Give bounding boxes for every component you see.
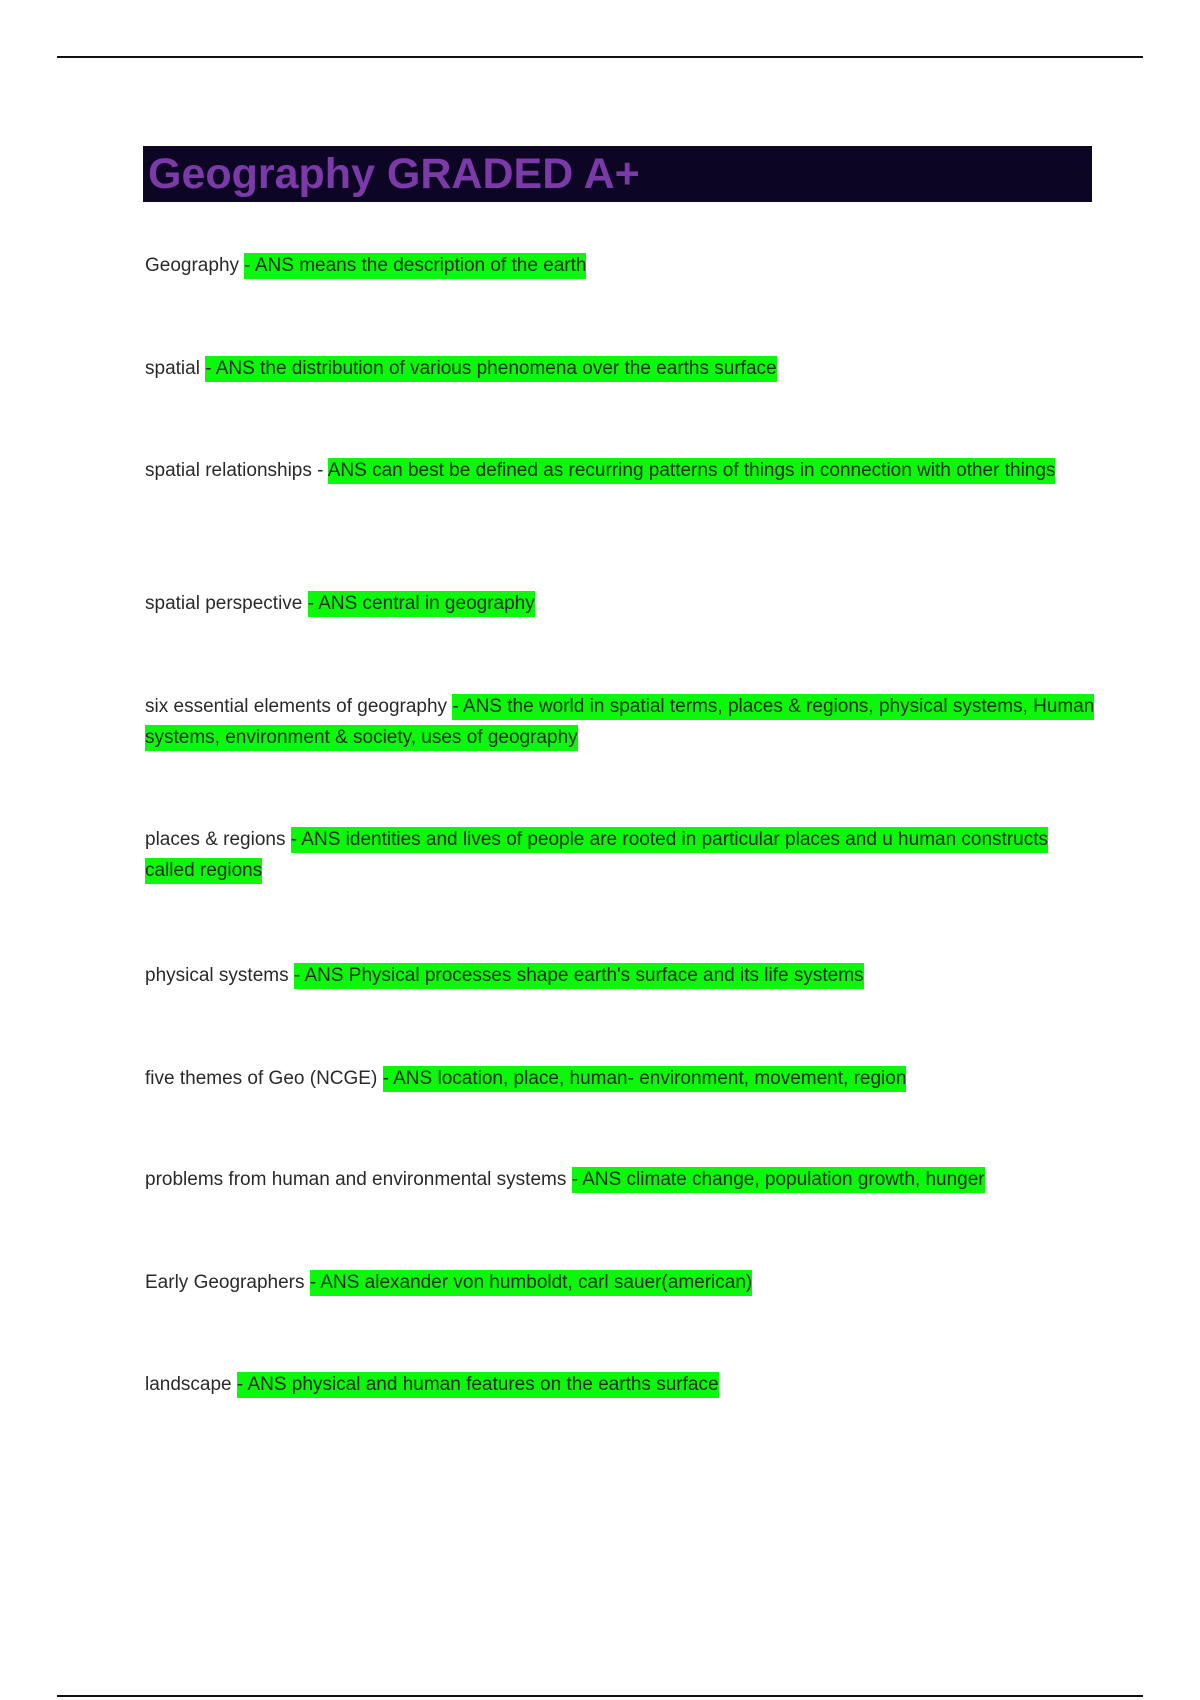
qa-item (145, 251, 1095, 282)
qa-answer: - ANS Physical processes shape earth's surface and its life systems (294, 963, 864, 989)
qa-item (145, 1064, 1095, 1095)
top-rule (57, 56, 1143, 58)
qa-term: landscape (145, 1374, 232, 1395)
title-banner (143, 146, 1092, 202)
qa-answer: - ANS alexander von humboldt, carl sauer(american) (310, 1270, 752, 1296)
qa-answer: - ANS means the description of the earth (244, 253, 586, 279)
qa-item (145, 692, 1095, 753)
qa-item (145, 825, 1095, 886)
qa-item (145, 1165, 1095, 1196)
qa-term: Geography (145, 255, 240, 276)
qa-answer: - ANS physical and human features on the earths surface (237, 1372, 719, 1398)
qa-item (145, 589, 1095, 620)
qa-answer: - ANS the distribution of various phenomena over the earths surface (205, 356, 776, 382)
qa-term: spatial (145, 358, 200, 379)
qa-term: places & regions (145, 829, 286, 850)
qa-separator (285, 829, 290, 850)
qa-term: spatial perspective (145, 593, 303, 614)
qa-term: spatial relationships - (145, 460, 328, 481)
bottom-rule (57, 1695, 1143, 1697)
qa-term: six essential elements of geography (145, 696, 448, 717)
qa-answer: - ANS identities and lives of people are rooted in particular places and u human constructs called regions (145, 827, 1048, 884)
qa-term: Early Geographers (145, 1272, 305, 1293)
qa-separator (304, 1272, 309, 1293)
qa-item (145, 354, 1095, 385)
qa-answer: - ANS central in geography (308, 591, 535, 617)
qa-separator (377, 1068, 382, 1089)
qa-separator (566, 1169, 571, 1190)
qa-answer: - ANS the world in spatial terms, places & regions, physical systems, Human systems, environment & society, uses of geography (145, 694, 1094, 751)
qa-term: five themes of Geo (NCGE) (145, 1068, 378, 1089)
qa-item (145, 456, 1095, 487)
qa-item (145, 1268, 1095, 1299)
qa-item (145, 961, 1095, 992)
qa-term: physical systems (145, 965, 289, 986)
qa-item (145, 1370, 1095, 1401)
qa-answer: - ANS climate change, population growth, hunger (572, 1167, 985, 1193)
qa-separator (302, 593, 307, 614)
qa-answer: ANS can best be defined as recurring patterns of things in connection with other things (328, 458, 1056, 484)
document-title: Geography GRADED A+ (148, 150, 640, 198)
qa-answer: - ANS location, place, human- environment, movement, region (383, 1066, 907, 1092)
qa-term: problems from human and environmental systems (145, 1169, 567, 1190)
